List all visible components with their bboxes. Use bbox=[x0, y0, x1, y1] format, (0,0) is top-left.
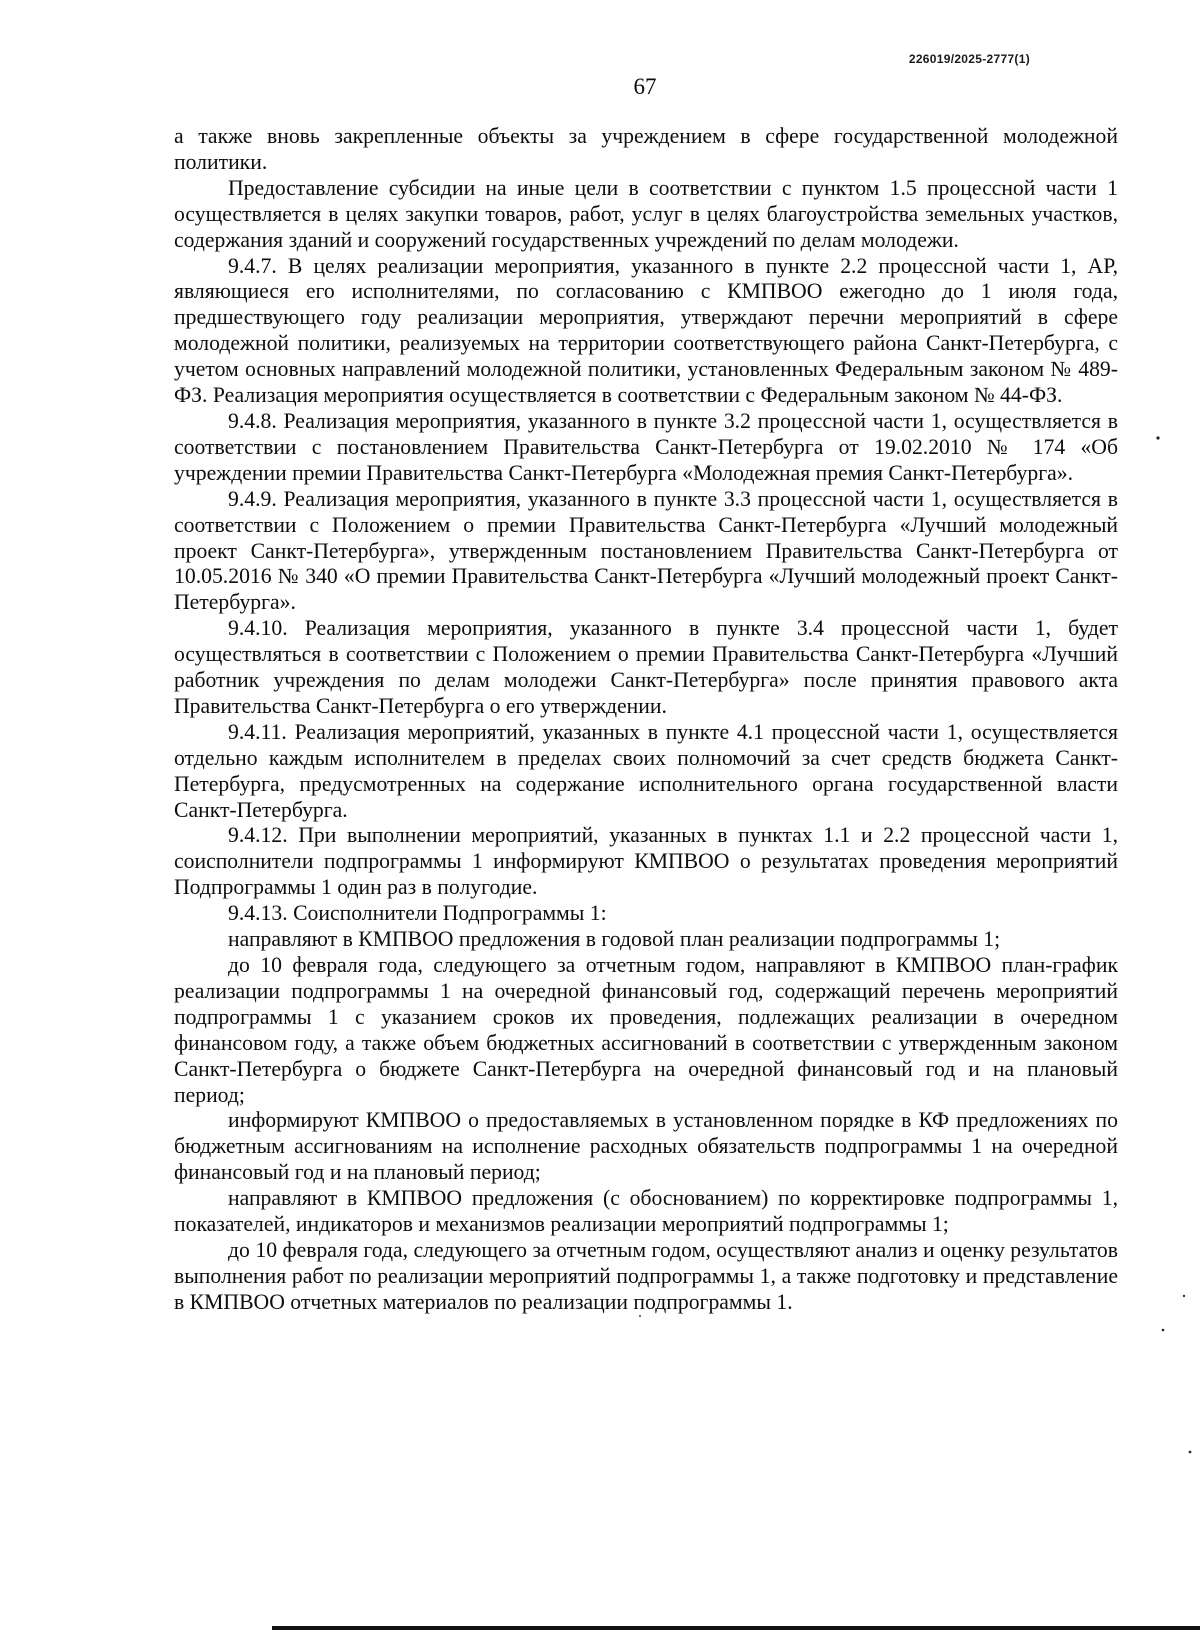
list-item-proposals: направляют в КМПВОО предложения в годовой план реализации подпрограммы 1; bbox=[228, 927, 1001, 952]
paragraph-9-4-10: 9.4.10. Реализация мероприятия, указанного в пункте 3.4 процессной части 1, будет осуществляться в соответствии с Положением о премии Правительства Санкт-Петербурга «Лучший работник учреждения по делам молодежи Санкт-Петербурга» после принятия правового акта Правительства Санкт-Петербурга о его утверждении. bbox=[174, 616, 1118, 718]
page-number: 67 bbox=[633, 74, 657, 99]
paragraph-9-4-13: 9.4.13. Соисполнители Подпрограммы 1: bbox=[228, 901, 607, 926]
list-item-inform: информируют КМПВОО о предоставляемых в установленном порядке в КФ предложениях по бюджетным ассигнованиям на исполнение расходных обязательств подпрограммы 1 на очередной финансовый год и на плановый период; bbox=[174, 1108, 1118, 1185]
list-item-analysis: до 10 февраля года, следующего за отчетным годом, осуществляют анализ и оценку результатов выполнения работ по реализации мероприятий подпрограммы 1, а также подготовку и представление в КМПВОО отчетных материалов по реализации подпрограммы 1. bbox=[174, 1237, 1118, 1314]
paragraph-9-4-12: 9.4.12. При выполнении мероприятий, указанных в пунктах 1.1 и 2.2 процессной части 1, соисполнители подпрограммы 1 информируют КМПВОО о результатах проведения мероприятий Подпрограммы 1 один раз в полугодие. bbox=[174, 823, 1118, 900]
paragraph-9-4-9: 9.4.9. Реализация мероприятия, указанного в пункте 3.3 процессной части 1, осуществляется в соответствии с Положением о премии Правительства Санкт-Петербурга «Лучший молодежный проект Санкт-Петербурга», утвержденным постановлением Правительства Санкт-Петербурга от 10.05.2016 № 340 «О премии Правительства Санкт-Петербурга «Лучший молодежный проект Санкт-Петербурга». bbox=[174, 486, 1118, 615]
document-id-stamp: 226019/2025-2777(1) bbox=[908, 52, 1030, 66]
document-body bbox=[174, 124, 1118, 1316]
list-item-corrections: направляют в КМПВОО предложения (с обоснованием) по корректировке подпрограммы 1, показателей, индикаторов и механизмов реализации мероприятий подпрограммы 1; bbox=[174, 1186, 1118, 1237]
paragraph-9-4-11: 9.4.11. Реализация мероприятий, указанных в пункте 4.1 процессной части 1, осуществляется отдельно каждым исполнителем в пределах своих полномочий за счет средств бюджета Санкт-Петербурга, предусмотренных на содержание исполнительного органа государственной власти Санкт-Петербурга. bbox=[174, 719, 1118, 822]
paragraph-9-4-8: 9.4.8. Реализация мероприятия, указанного в пункте 3.2 процессной части 1, осуществляется в соответствии с постановлением Правительства Санкт-Петербурга от 19.02.2010 № 174 «Об учреждении премии Правительства Санкт-Петербурга «Молодежная премия Санкт-Петербурга». bbox=[174, 408, 1118, 485]
bottom-scan-edge bbox=[272, 1626, 1200, 1630]
paragraph-9-4-7: 9.4.7. В целях реализации мероприятия, указанного в пункте 2.2 процессной части 1, АР, являющиеся его исполнителями, по согласованию с КМПВОО ежегодно до 1 июля года, предшествующего году реализации мероприятия, утверждают перечни мероприятий в сфере молодежной политики, реализуемых на территории соответствующего района Санкт-Петербурга, с учетом основных направлений молодежной политики, установленных Федеральным законом № 489-ФЗ. Реализация мероприятия осуществляется в соответствии с Федеральным законом № 44-ФЗ. bbox=[174, 253, 1118, 408]
paragraph-continuation: а также вновь закрепленные объекты за учреждением в сфере государственной молодежной политики. bbox=[174, 124, 1118, 174]
paragraph-subsidy: Предоставление субсидии на иные цели в соответствии с пунктом 1.5 процессной части 1 осуществляется в целях закупки товаров, работ, услуг в целях благоустройства земельных участков, содержания зданий и сооружений государственных учреждений по делам молодежи. bbox=[174, 175, 1118, 252]
list-item-plan-schedule: до 10 февраля года, следующего за отчетным годом, направляют в КМПВОО план-график реализации подпрограммы 1 на очередной финансовый год, содержащий перечень мероприятий подпрограммы 1 с указанием сроков их проведения, подлежащих реализации в очередном финансовом году, а также объем бюджетных ассигнований в соответствии с утвержденным законом Санкт-Петербурга о бюджете Санкт-Петербурга на очередной финансовый год и на плановый период; bbox=[174, 953, 1118, 1107]
